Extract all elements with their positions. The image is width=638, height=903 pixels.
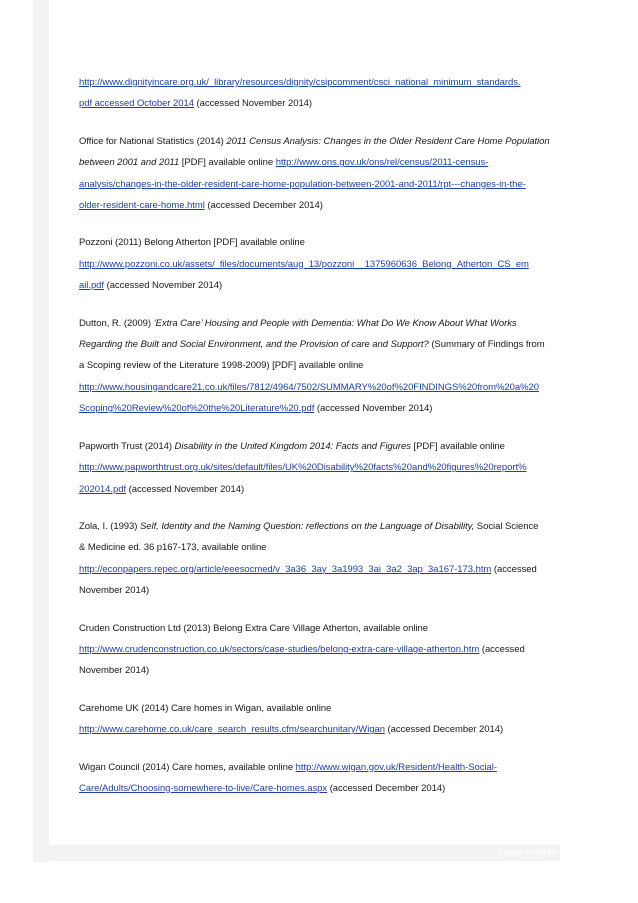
reference-line [79,232,565,253]
reference-link[interactable]: http://www.ons.gov.uk/ons/rel/census/2011-census- [275,157,489,169]
reference-line [79,618,565,639]
reference-line [79,275,565,296]
reference-text: Papworth Trust (2014) [79,440,175,452]
reference-line [79,537,565,558]
reference-entry [79,72,565,115]
reference-link[interactable]: Care/Adults/Choosing-somewhere-to-live/Care-homes.aspx [79,782,328,794]
reference-link[interactable]: analysis/changes-in-the-older-resident-care-home-population-between-2001-and-2011/rpt---changes-in-the- [79,178,526,190]
reference-title: ‘Extra Care’ Housing and People with Dementia: What Do We Know About What Works [153,317,517,329]
reference-line [79,355,565,376]
reference-link[interactable]: http://www.carehome.co.uk/care_search_results.cfm/searchunitary/Wigan [79,724,385,736]
reference-line [79,93,565,114]
reference-line [79,660,565,681]
reference-link[interactable]: ail.pdf [79,280,105,292]
reference-title: Regarding the Built and Social Environment, and the Provision of care and Support? [79,339,429,351]
reference-text: Social Science [474,520,539,532]
reference-line [79,377,565,398]
reference-text: Cruden Construction Ltd (2013) Belong Extra Care Village Atherton, available online [79,622,428,634]
reference-text: November 2014) [79,665,150,677]
reference-text: Wigan Council (2014) Care homes, available online [79,761,296,773]
reference-entry [79,618,565,682]
reference-link[interactable]: http://www.dignityincare.org.uk/_library/resources/dignity/csipcomment/csci_national_minimum_standards. [79,77,521,88]
reference-line [79,174,565,195]
reference-link[interactable]: 202014.pdf [79,483,127,495]
reference-text: (accessed November 2014) [314,403,433,415]
reference-line [79,580,565,601]
reference-text: Carehome UK (2014) Care homes in Wigan, available online [79,702,332,714]
reference-line [79,639,565,660]
reference-line [79,479,565,500]
reference-entry [79,131,565,217]
reference-text: (accessed November 2014) [193,98,313,110]
reference-text: (accessed December 2014) [384,724,504,736]
reference-link[interactable]: http://www.pozzoni.co.uk/assets/_files/documents/aug_13/pozzoni__1375960636_Belong_Atherton_CS_em [79,258,529,270]
reference-line [79,152,565,173]
reference-text: Zola, I. (1993) [79,520,140,532]
reference-link[interactable]: http://econpapers.repec.org/article/eeesocmed/v_3a36_3ay_3a1993_3ai_3a2_3ap_3a167-173.htm [79,563,492,575]
reference-link[interactable]: http://www.wigan.gov.uk/Resident/Health-Social- [295,761,497,773]
reference-list [79,72,565,815]
reference-text: [PDF] available online [179,157,276,169]
reference-title: Disability in the United Kingdom 2014: Facts and Figures [174,440,411,452]
reference-title: between 2001 and 2011 [79,157,180,169]
reference-link[interactable]: http://www.crudenconstruction.co.uk/sectors/case-studies/belong-extra-care-village-atherton.htm [79,643,480,655]
reference-line [79,313,565,334]
reference-entry [79,698,565,741]
reference-link[interactable]: http://www.housingandcare21.co.uk/files/7812/4964/7502/SUMMARY%20of%20FINDINGS%20from%20a%20 [79,381,539,393]
reference-text: November 2014) [79,585,150,597]
reference-text: Dutton, R. (2009) [79,317,154,329]
reference-text: Office for National Statistics (2014) [79,135,227,147]
reference-line [79,131,565,152]
reference-line [79,436,565,457]
reference-link[interactable]: older-resident-care-home.html [79,200,205,212]
reference-link[interactable]: pdf accessed October 2014 [79,98,194,110]
reference-title: 2011 Census Analysis: Changes in the Older Resident Care Home Population [226,135,550,147]
reference-line [79,516,565,537]
reference-entry [79,313,565,420]
reference-text: (Summary of Findings from [428,339,545,351]
footer-text: Dignity in Design [497,848,558,857]
reference-text: Pozzoni (2011) Belong Atherton [PDF] available online [79,237,305,249]
page-margin-band [33,0,49,862]
reference-line [79,72,565,93]
reference-text: (accessed December 2014) [204,200,323,212]
reference-title: Self, Identity and the Naming Question: reflections on the Language of Disability, [139,520,475,532]
reference-text: (accessed November 2014) [126,483,245,495]
reference-line [79,698,565,719]
reference-text: (accessed November 2014) [104,280,223,292]
reference-line [79,254,565,275]
reference-entry [79,436,565,500]
reference-line [79,195,565,216]
reference-entry [79,516,565,602]
reference-entry [79,232,565,296]
reference-line [79,719,565,740]
reference-line [79,757,565,778]
reference-line [79,457,565,478]
reference-text: a Scoping review of the Literature 1998-2009) [PDF] available online [79,360,364,372]
reference-text: (accessed [491,563,537,575]
reference-line [79,334,565,355]
reference-line [79,398,565,419]
reference-link[interactable]: Scoping%20Review%20of%20the%20Literature%20.pdf [79,403,315,415]
reference-line [79,559,565,580]
reference-text: [PDF] available online [410,440,505,452]
reference-text: (accessed [479,643,525,655]
reference-text: (accessed December 2014) [327,782,446,794]
reference-line [79,778,565,799]
reference-link[interactable]: http://www.papworthtrust.org.uk/sites/default/files/UK%20Disability%20facts%20and%20figures%20report% [79,462,527,474]
reference-entry [79,757,565,800]
reference-text: & Medicine ed. 36 p167-173, available online [79,542,267,554]
